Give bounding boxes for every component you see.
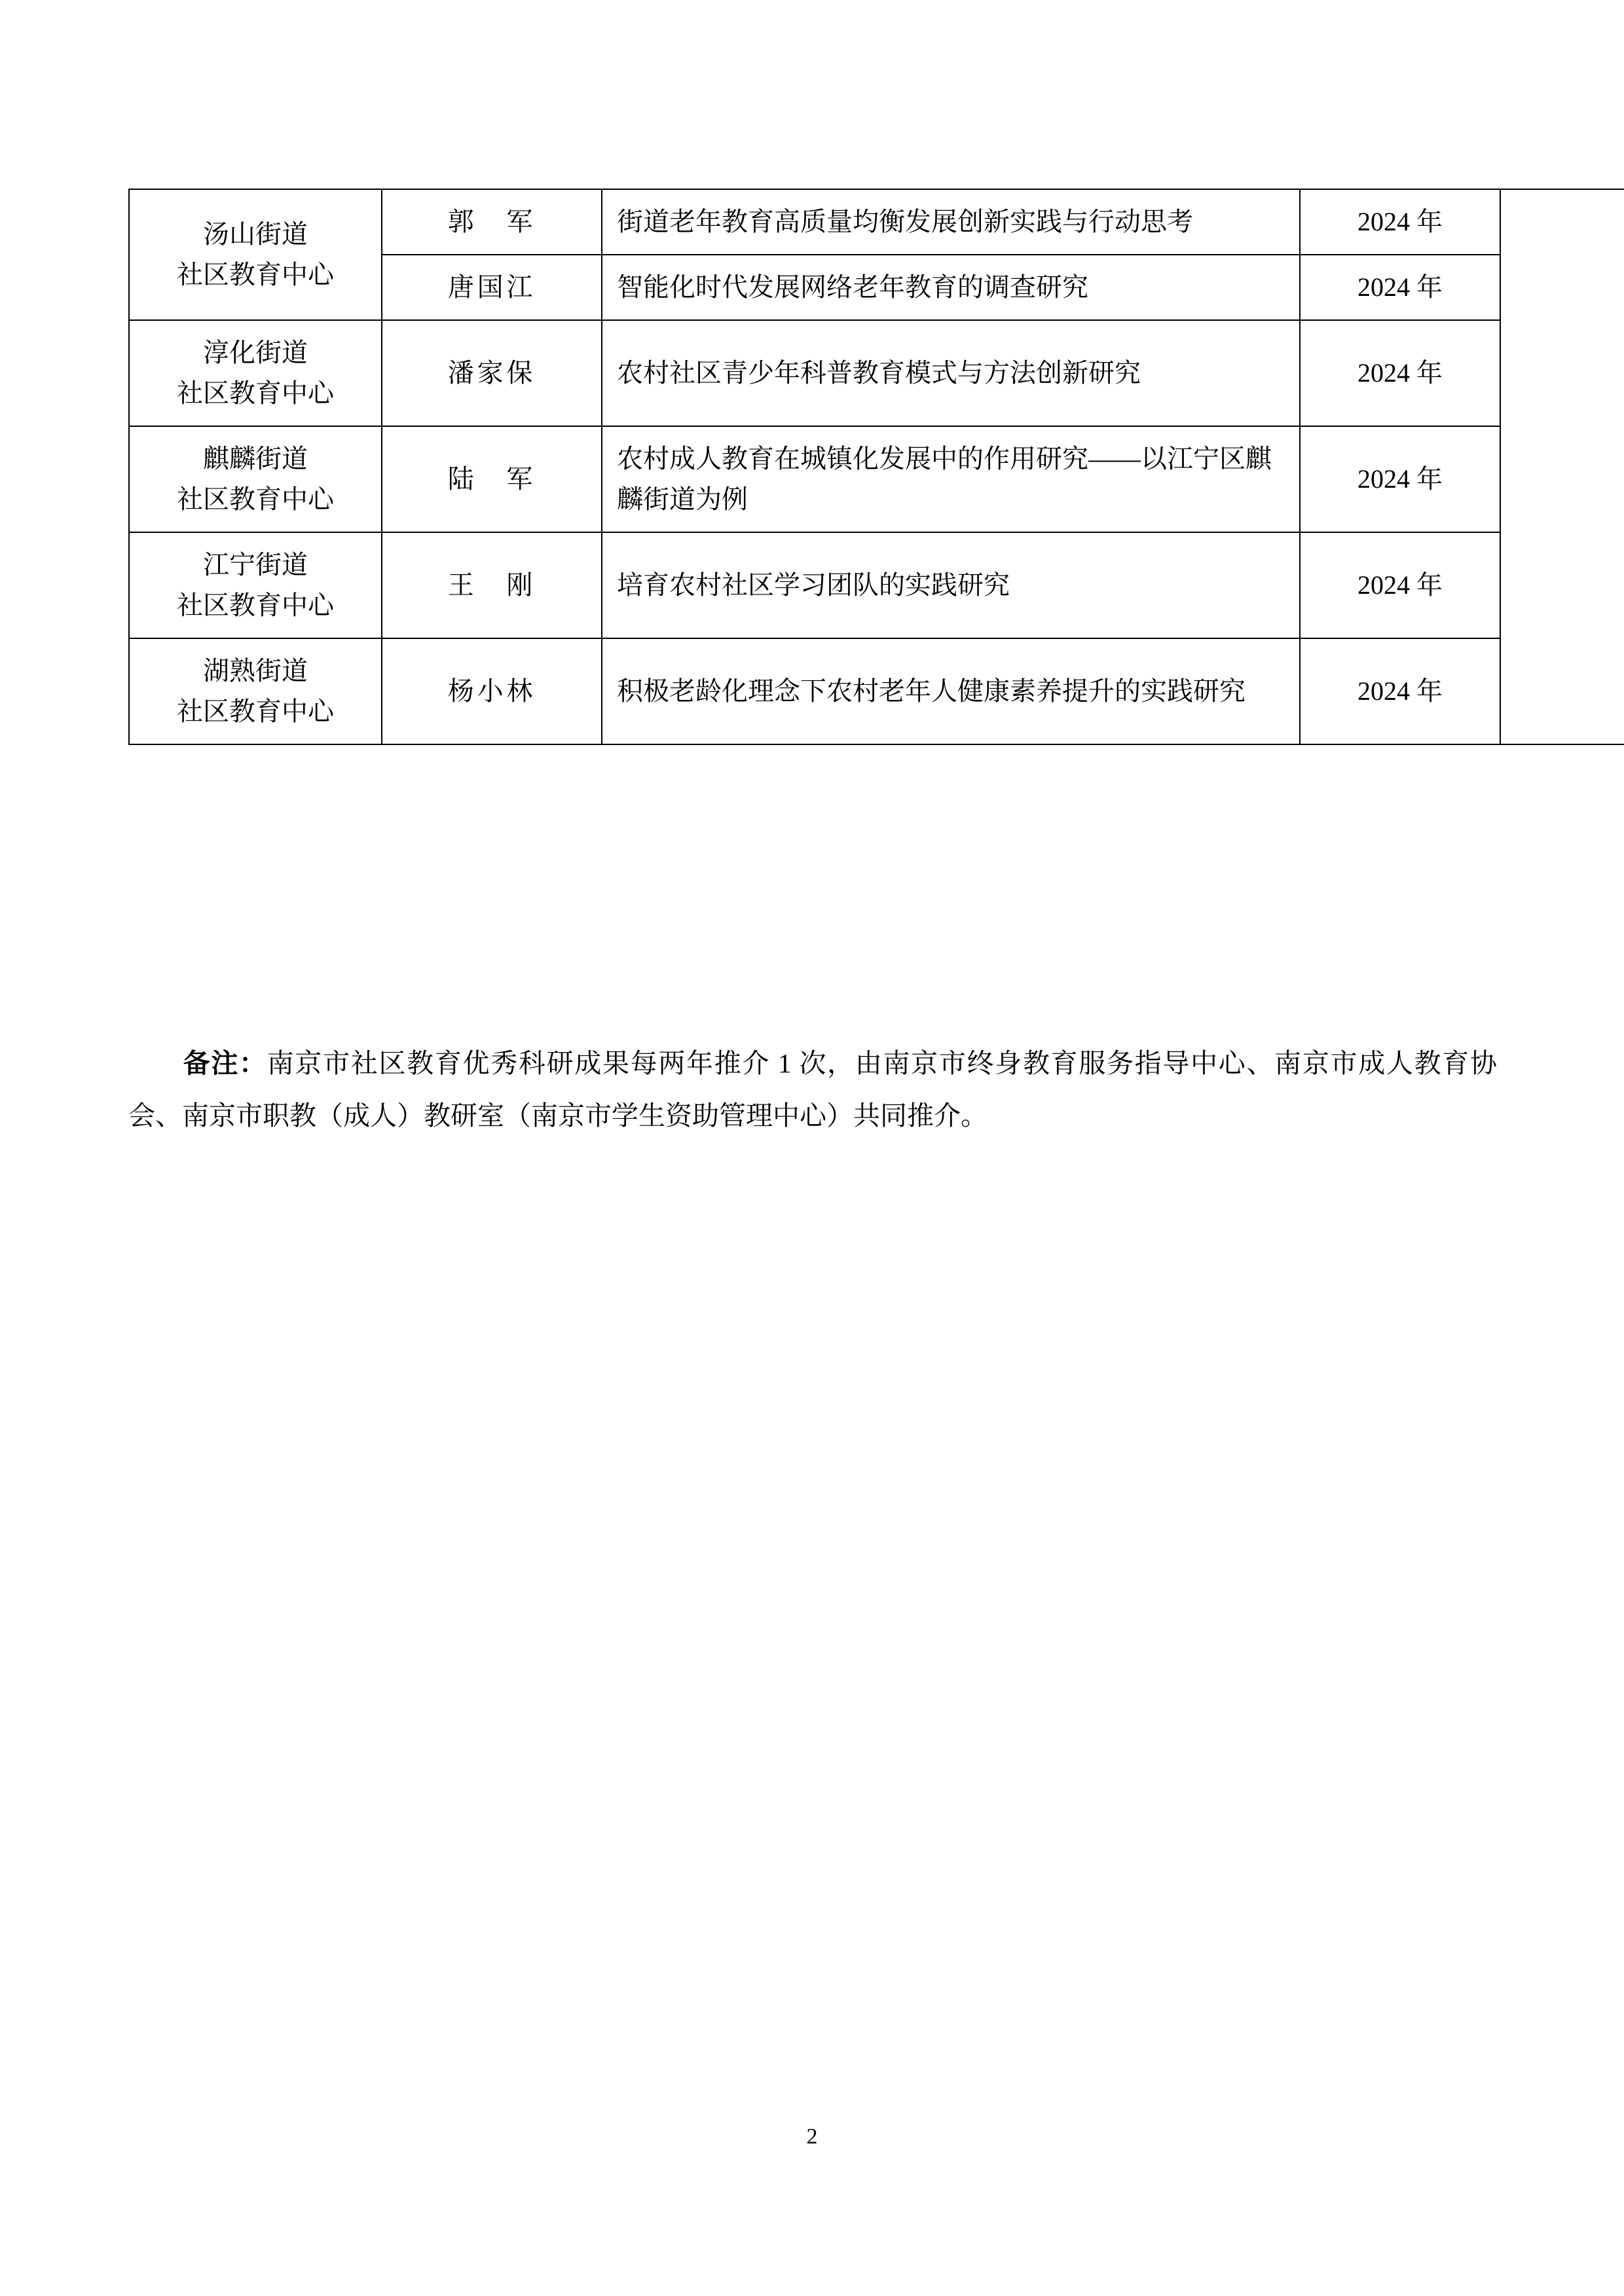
- table-cell-title: 培育农村社区学习团队的实践研究: [602, 532, 1300, 638]
- table-cell-organization: [129, 638, 382, 744]
- org-line-1: 汤山街道: [203, 219, 308, 249]
- org-line-1: 麒麟街道: [203, 444, 308, 473]
- table-row: [129, 320, 1624, 426]
- table-cell-organization: [129, 532, 382, 638]
- table-cell-title: 街道老年教育高质量均衡发展创新实践与行动思考: [602, 189, 1300, 255]
- table-cell-year: 2024 年: [1300, 426, 1500, 532]
- table-cell-organization: [129, 320, 382, 426]
- org-line-1: 淳化街道: [203, 338, 308, 367]
- table-cell-title: 农村成人教育在城镇化发展中的作用研究——以江宁区麒麟街道为例: [602, 426, 1300, 532]
- table-cell-author: 王 刚: [382, 532, 602, 638]
- table-cell-organization: [129, 189, 382, 320]
- note-label: 备注：: [182, 1048, 267, 1078]
- table-cell-year: 2024 年: [1300, 320, 1500, 426]
- table-row: [129, 532, 1624, 638]
- table-cell-year: 2024 年: [1300, 638, 1500, 744]
- org-line-2: 社区教育中心: [177, 378, 334, 408]
- research-results-table: [128, 189, 1624, 745]
- table-cell-title: 智能化时代发展网络老年教育的调查研究: [602, 255, 1300, 320]
- table-cell-year: 2024 年: [1300, 532, 1500, 638]
- org-line-1: 江宁街道: [203, 550, 308, 579]
- table-row: [129, 189, 1624, 255]
- table-cell-remark: [1500, 189, 1624, 744]
- org-line-2: 社区教育中心: [177, 591, 334, 620]
- table-cell-year: 2024 年: [1300, 189, 1500, 255]
- table-cell-author: 潘家保: [382, 320, 602, 426]
- table-row: [129, 426, 1624, 532]
- table-cell-author: 杨小林: [382, 638, 602, 744]
- table-cell-organization: [129, 426, 382, 532]
- table-cell-title: 积极老龄化理念下农村老年人健康素养提升的实践研究: [602, 638, 1300, 744]
- page-number: 2: [806, 2124, 818, 2149]
- org-line-2: 社区教育中心: [177, 697, 334, 726]
- org-line-2: 社区教育中心: [177, 484, 334, 514]
- table-cell-author: 唐国江: [382, 255, 602, 320]
- note-paragraph: [128, 1038, 1497, 1142]
- table-row: [129, 638, 1624, 744]
- table-cell-title: 农村社区青少年科普教育模式与方法创新研究: [602, 320, 1300, 426]
- table-cell-year: 2024 年: [1300, 255, 1500, 320]
- table-body: [129, 189, 1624, 744]
- table-cell-author: 郭 军: [382, 189, 602, 255]
- note-text: 南京市社区教育优秀科研成果每两年推介 1 次，由南京市终身教育服务指导中心、南京市成人教育协会、南京市职教（成人）教研室（南京市学生资助管理中心）共同推介。: [128, 1048, 1497, 1131]
- org-line-1: 湖熟街道: [203, 656, 308, 685]
- org-line-2: 社区教育中心: [177, 260, 334, 289]
- table-cell-author: 陆 军: [382, 426, 602, 532]
